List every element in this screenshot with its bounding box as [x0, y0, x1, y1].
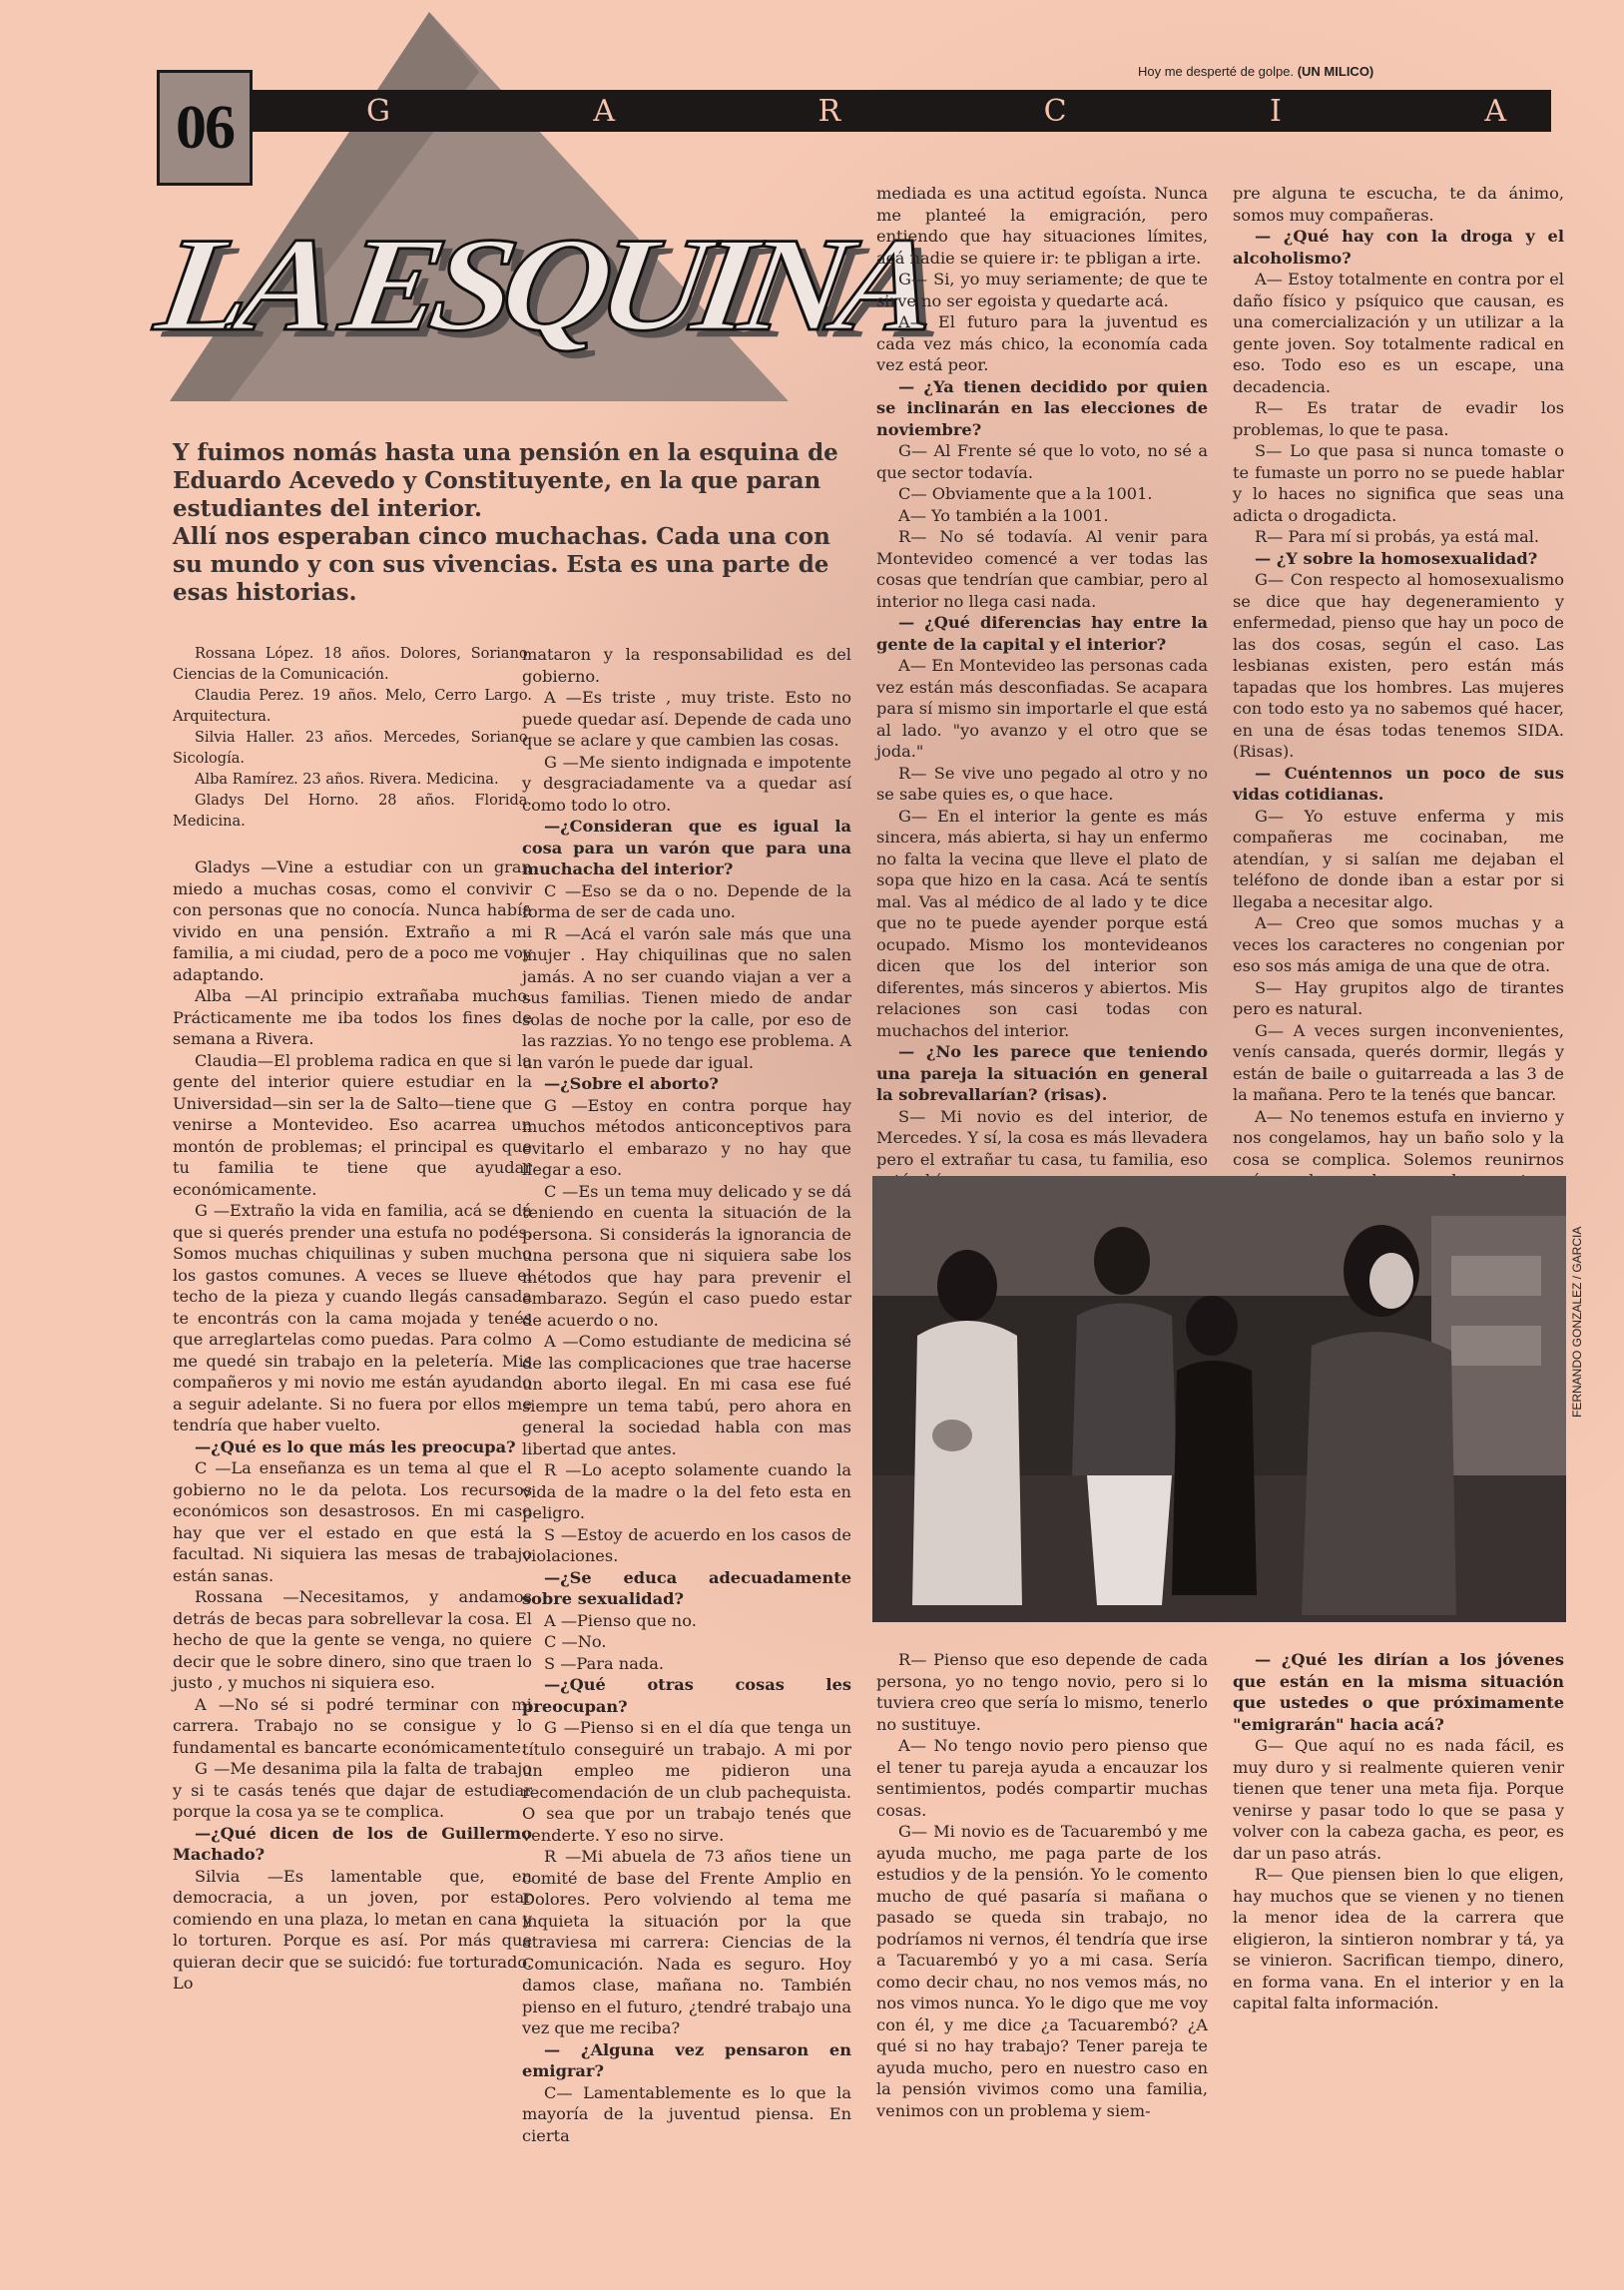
- interview-paragraph: A— Estoy totalmente en contra por el daño físico y psíquico que causan, es una comercialización y un utilizar a la gente joven. Soy totalmente radical en eso. Todo eso es un escape, una decadencia.: [1233, 270, 1564, 396]
- tagline-text: Hoy me desperté de golpe.: [1138, 64, 1298, 79]
- interview-paragraph: G —Pienso si en el día que tenga un título conseguiré un trabajo. A mi por un empleo me pidieron una recomendación de un club pachequista. O sea que por un trabajo tenés que venderte. Y eso no sirve.: [522, 1718, 851, 1845]
- interview-paragraph: C— Lamentablemente es lo que la mayoría de la juventud piensa. En cierta: [522, 2082, 851, 2145]
- interview-question: —¿Sobre el aborto?: [544, 1074, 719, 1093]
- interview-paragraph: A —Es triste , muy triste. Esto no puede quedar así. Depende de cada uno que se aclare y que cambien las cosas.: [522, 688, 851, 750]
- interview-paragraph: G— A veces surgen inconvenientes, venís cansada, querés dormir, llegás y están de baile o guitarreada a las 3 de la mañana. Pero te la tenés que bancar.: [1233, 1020, 1564, 1104]
- interview-paragraph: S— Lo que pasa si nunca tomaste o te fumaste un porro no se puede hablar y lo haces no significa que seas una adicta o drogadicta.: [1233, 441, 1564, 525]
- page-number: 06: [157, 70, 253, 186]
- interview-paragraph: Claudia—El problema radica en que si la gente del interior quiere estudiar en la Universidad—sin ser la de Salto—tiene que venirse a Montevideo. Eso acarrea un montón de problemas; el principal es que tu familia te tiene que ayudar económicamente.: [173, 1050, 532, 1199]
- interview-paragraph: S —Para nada.: [544, 1653, 665, 1673]
- interview-paragraph: A— Creo que somos muchas y a veces los caracteres no congenian por eso sos más amiga de una que de otra.: [1233, 913, 1564, 975]
- interview-paragraph: G— Si, yo muy seriamente; de que te sirve no ser egoista y quedarte acá.: [876, 270, 1208, 310]
- banner-letter: R: [817, 93, 841, 129]
- group-photo: [872, 1176, 1566, 1622]
- participant: Rossana López. 18 años. Dolores, Soriano. Ciencias de la Comunicación.: [173, 646, 532, 683]
- interview-paragraph: A— En Montevideo las personas cada vez están más desconfiadas. Se acapara para sí mismo sin importarle el que está al lado. "yo avanzo y el otro que se joda.": [876, 656, 1208, 761]
- interview-question: — ¿Ya tienen decidido por quien se inclinarán en las elecciones de noviembre?: [876, 376, 1208, 439]
- interview-paragraph: mediada es una actitud egoísta. Nunca me planteé la emigración, pero entiendo que hay situaciones límites, acá nadie se quiere ir: te pbligan a irte.: [876, 184, 1208, 268]
- interview-paragraph: C —La enseñanza es un tema al que el gobierno no le da pelota. Los recursos económicos son desastrosos. En mi caso hay que ver el estado en que está la facultad. Ni siquiera las mesas de trabajo están sanas.: [173, 1458, 532, 1585]
- interview-question: —¿Qué otras cosas les preocupan?: [522, 1675, 851, 1716]
- banner-letter: G: [366, 93, 390, 129]
- interview-paragraph: R— Se vive uno pegado al otro y no se sabe quies es, o que hace.: [876, 763, 1208, 804]
- banner-letter: I: [1270, 93, 1282, 129]
- banner-letter: C: [1043, 93, 1067, 129]
- interview-question: — ¿Qué hay con la droga y el alcoholismo?: [1233, 227, 1564, 268]
- interview-paragraph: G —Me desanima pila la falta de trabajo y si te casás tenés que dajar de estudiar porque la cosa ya se te complica.: [173, 1759, 532, 1821]
- photo-image: [872, 1176, 1566, 1622]
- column-4-bottom: [1233, 1649, 1564, 2014]
- tagline-bold: (UN MILICO): [1297, 64, 1374, 79]
- column-3-bottom: [876, 1649, 1208, 2121]
- interview-paragraph: A —Como estudiante de medicina sé de las complicaciones que trae hacerse un aborto ilegal. En mi casa ese fué siempre un tema tabú, pero ahora en general la sociedad habla con mas libertad que antes.: [522, 1332, 851, 1458]
- masthead: [148, 210, 938, 409]
- interview-question: — Cuéntennos un poco de sus vidas cotidianas.: [1233, 763, 1564, 804]
- column-4: [1233, 183, 1564, 1213]
- interview-paragraph: A —No sé si podré terminar con mi carrera. Trabajo no se consigue y lo fundamental es bancarte económicamente.: [173, 1694, 532, 1757]
- masthead-title: LA ESQUINA: [148, 210, 938, 359]
- participant: Silvia Haller. 23 años. Mercedes, Soriano. Sicología.: [173, 730, 532, 767]
- interview-paragraph: A— No tenemos estufa en invierno y nos congelamos, hay un baño solo y la cosa se complica. Solemos reunirnos: [1233, 1106, 1564, 1169]
- interview-paragraph: Silvia —Es lamentable que, en democracia, a un joven, por estar comiendo en una plaza, lo metan en cana y lo torturen. Porque es así. Por más que quieran decir que se suicidó: fue torturado. Lo: [173, 1866, 532, 1993]
- interview-paragraph: G —Extraño la vida en familia, acá se dá que si querés prender una estufa no podés. Somos muchas chiquilinas y suben mucho los gastos comunes. A veces se llueve el techo de la pieza y cuando llegás cansada te encontrás con la cama mojada y tenés que arreglartelas como puedas. Para colmo me quedé sin trabajo en la peletería. Mis compañeros y mi novio me están ayudando a seguir adelante. Si no fuera por ellos me tendría que haber vuelto.: [173, 1201, 532, 1434]
- interview-paragraph: pre alguna te escucha, te da ánimo, somos muy compañeras.: [1233, 184, 1564, 225]
- interview-paragraph: C— Obviamente que a la 1001.: [898, 484, 1153, 503]
- interview-paragraph: G— Al Frente sé que lo voto, no sé a que sector todavía.: [876, 441, 1208, 482]
- interview-paragraph: Gladys —Vine a estudiar con un gran miedo a muchas cosas, como el convivir con personas que no conocía. Nunca había vivido en una pensión. Extraño a mi familia, a mi ciudad, pero de a poco me voy adaptando.: [173, 858, 532, 984]
- interview-paragraph: S— Hay grupitos algo de tirantes pero es natural.: [1233, 977, 1564, 1018]
- interview-paragraph: C —Eso se da o no. Depende de la forma de ser de cada uno.: [522, 880, 851, 921]
- interview-paragraph: S —Estoy de acuerdo en los casos de violaciones.: [522, 1524, 851, 1565]
- interview-paragraph: A— No tengo novio pero pienso que el tener tu pareja ayuda a encauzar los sentimientos, podés compartir muchas cosas.: [876, 1736, 1208, 1820]
- interview-paragraph: R— Es tratar de evadir los problemas, lo que te pasa.: [1233, 398, 1564, 439]
- interview-paragraph: G —Estoy en contra porque hay muchos métodos anticonceptivos para evitarlo el embarazo y no hay que llegar a eso.: [522, 1095, 851, 1179]
- interview-paragraph: S— Mi novio es del interior, de Mercedes. Y sí, la cosa es más llevadera pero el extrañar tu casa, tu familia, eso: [876, 1106, 1208, 1169]
- photo-credit: FERNANDO GONZALEZ / GARCIA: [1570, 1226, 1584, 1418]
- interview-paragraph: R —Lo acepto solamente cuando la vida de la madre o la del feto esta en peligro.: [522, 1460, 851, 1522]
- interview-paragraph: mataron y la responsabilidad es del gobierno.: [522, 645, 851, 686]
- interview-paragraph: R— Pienso que eso depende de cada persona, yo no tengo novio, pero si lo tuviera creo que sería lo mismo, tenerlo no sustituye.: [876, 1650, 1208, 1734]
- interview-question: — ¿Qué les dirían a los jóvenes que están en la misma situación que ustedes o que próximamente "emigrarán" hacia acá?: [1233, 1650, 1564, 1734]
- banner-letter: A: [1484, 93, 1506, 129]
- interview-paragraph: A— El futuro para la juventud es cada vez más chico, la economía cada vez está peor.: [876, 312, 1208, 374]
- interview-question: — ¿Qué diferencias hay entre la gente de la capital y el interior?: [876, 613, 1208, 654]
- interview-paragraph: G —Me siento indignada e impotente y desgraciadamente va a quedar así como todo lo otro.: [522, 752, 851, 815]
- section-banner: [252, 90, 1551, 132]
- interview-paragraph: G— Mi novio es de Tacuarembó y me ayuda mucho, me paga parte de los estudios y de la pensión. Yo le comento mucho de qué pasaría si mañana o pasado se queda sin trabajo, no podríamos ni vernos, él tendría que irse a Tacuarembó y yo a mi casa. Sería como decir chau, no nos vemos más, no nos vimos nunca. Yo le digo que me voy con él, y me dice ¿a Tacuarembó? ¿A qué si no hay trabajo? Tener pareja te ayuda mucho, pero en nuestro caso en la pensión vivimos como una familia, venimos con un problema y siem-: [876, 1822, 1208, 2120]
- lead-p2: Allí nos esperaban cinco muchachas. Cada una con su mundo y con sus vivencias. Esta es una parte de esas historias.: [173, 523, 830, 606]
- interview-paragraph: C —No.: [544, 1632, 607, 1651]
- interview-question: — ¿Alguna vez pensaron en emigrar?: [522, 2039, 851, 2080]
- interview-question: —¿Qué dicen de los de Guillermo Machado?: [173, 1823, 532, 1864]
- interview-paragraph: Rossana —Necesitamos, y andamos detrás de becas para sobrellevar la cosa. El hecho de que la gente se venga, no quiere decir que le sobre dinero, sino que traen lo justo , y muchos ni siquiera eso.: [173, 1587, 532, 1692]
- column-2: [522, 644, 851, 2146]
- interview-paragraph: Alba —Al principio extrañaba mucho. Prácticamente me iba todos los fines de semana a Rivera.: [173, 986, 532, 1048]
- interview-paragraph: G— Yo estuve enferma y mis compañeras me cocinaban, me atendían, y si salían me dejaban el teléfono de donde iban a estar por si llegaba a necesitar algo.: [1233, 806, 1564, 911]
- interview-paragraph: R —Mi abuela de 73 años tiene un comité de base del Frente Amplio en Dolores. Pero volviendo al tema me inquieta la situación por la que atraviesa mi carrera: Ciencias de la Comunicación. Nada es seguro. Hoy damos clase, mañana no. También pienso en el futuro, ¿tendré trabajo una vez que me reciba?: [522, 1847, 851, 2037]
- lead-p1: Y fuimos nomás hasta una pensión en la esquina de Eduardo Acevedo y Constituyente, en la que paran estudiantes del interior.: [173, 439, 838, 522]
- interview-paragraph: R —Acá el varón sale más que una mujer . Hay chiquilinas que no salen jamás. A no ser cuando viajan a ver a sus familias. Tienen miedo de andar solas de noche por la calle, por eso de las razzias. Yo no tengo ese problema. A un varón le puede dar igual.: [522, 923, 851, 1072]
- interview-paragraph: R— No sé todavía. Al venir para Montevideo comencé a ver todas las cosas que tendrían que cambiar, pero al interior no llega casi nada.: [876, 527, 1208, 611]
- interview-question: —¿Qué es lo que más les preocupa?: [195, 1436, 516, 1456]
- interview-paragraph: G— En el interior la gente es más sincera, más abierta, si hay un enfermo no falta la vecina que lleve el plato de sopa que hizo en la casa. Acá te sentís mal. Vas al médico de al lado y te dice que no te puede ayender porque está ocupado. Mismo los montevideanos dicen que los del interior son diferentes, más sinceros y abiertos. Mis relaciones son casi todas con muchachos del interior.: [876, 806, 1208, 1040]
- participant: Alba Ramírez. 23 años. Rivera. Medicina.: [195, 772, 499, 788]
- participant: Claudia Perez. 19 años. Melo, Cerro Largo. Arquitectura.: [173, 688, 532, 725]
- column-1: [173, 644, 532, 1995]
- interview-paragraph: A —Pienso que no.: [544, 1610, 697, 1630]
- interview-paragraph: A— Yo también a la 1001.: [898, 505, 1109, 525]
- lead-paragraph: [173, 439, 841, 607]
- participant: Gladys Del Horno. 28 años. Florida. Medicina.: [173, 793, 532, 830]
- interview-paragraph: G— Con respecto al homosexualismo se dice que hay degeneramiento y enfermedad, pienso que hay un poco de las dos cosas, según el caso. Las lesbianas existen, pero están más tapadas que los hombres. Las mujeres con todo esto ya no sabemos qué hacer, en una de ésas todas tenemos SIDA. (Risas).: [1233, 570, 1564, 761]
- column-3: [876, 183, 1208, 1192]
- interview-paragraph: R— Para mí si probás, ya está mal.: [1255, 527, 1540, 546]
- interview-paragraph: C —Es un tema muy delicado y se dá teniendo en cuenta la situación de la persona. Si considerás la ignorancia de una persona que ni siquiera sabe los métodos que hay para prevenir el embarazo. Según el caso puedo estar de acuerdo o no.: [522, 1181, 851, 1330]
- interview-paragraph: R— Que piensen bien lo que eligen, hay muchos que se vienen y no tienen la menor idea de la carrera que eligieron, la sintieron nombrar y tá, ya se vinieron. Sacrifican tiempo, dinero, en forma vana. En el interior y en la capital falta información.: [1233, 1865, 1564, 2012]
- tagline: [1138, 64, 1437, 79]
- participants-list: [173, 644, 532, 833]
- column-1-body: [173, 857, 532, 1995]
- interview-question: —¿Consideran que es igual la cosa para un varón que para una muchacha del interior?: [522, 817, 851, 878]
- interview-question: — ¿No les parece que teniendo una pareja la situación en general la sobrevallarían? (risas).: [876, 1042, 1208, 1104]
- banner-letter: A: [593, 93, 616, 129]
- interview-paragraph: G— Que aquí no es nada fácil, es muy duro y si realmente quieren venir tienen que tener una meta fija. Porque venirse y pasar todo lo que se pasa y volver con la cabeza gacha, es peor, es dar un paso atrás.: [1233, 1736, 1564, 1863]
- interview-question: —¿Se educa adecuadamente sobre sexualidad?: [522, 1567, 851, 1608]
- interview-question: — ¿Y sobre la homosexualidad?: [1255, 548, 1538, 568]
